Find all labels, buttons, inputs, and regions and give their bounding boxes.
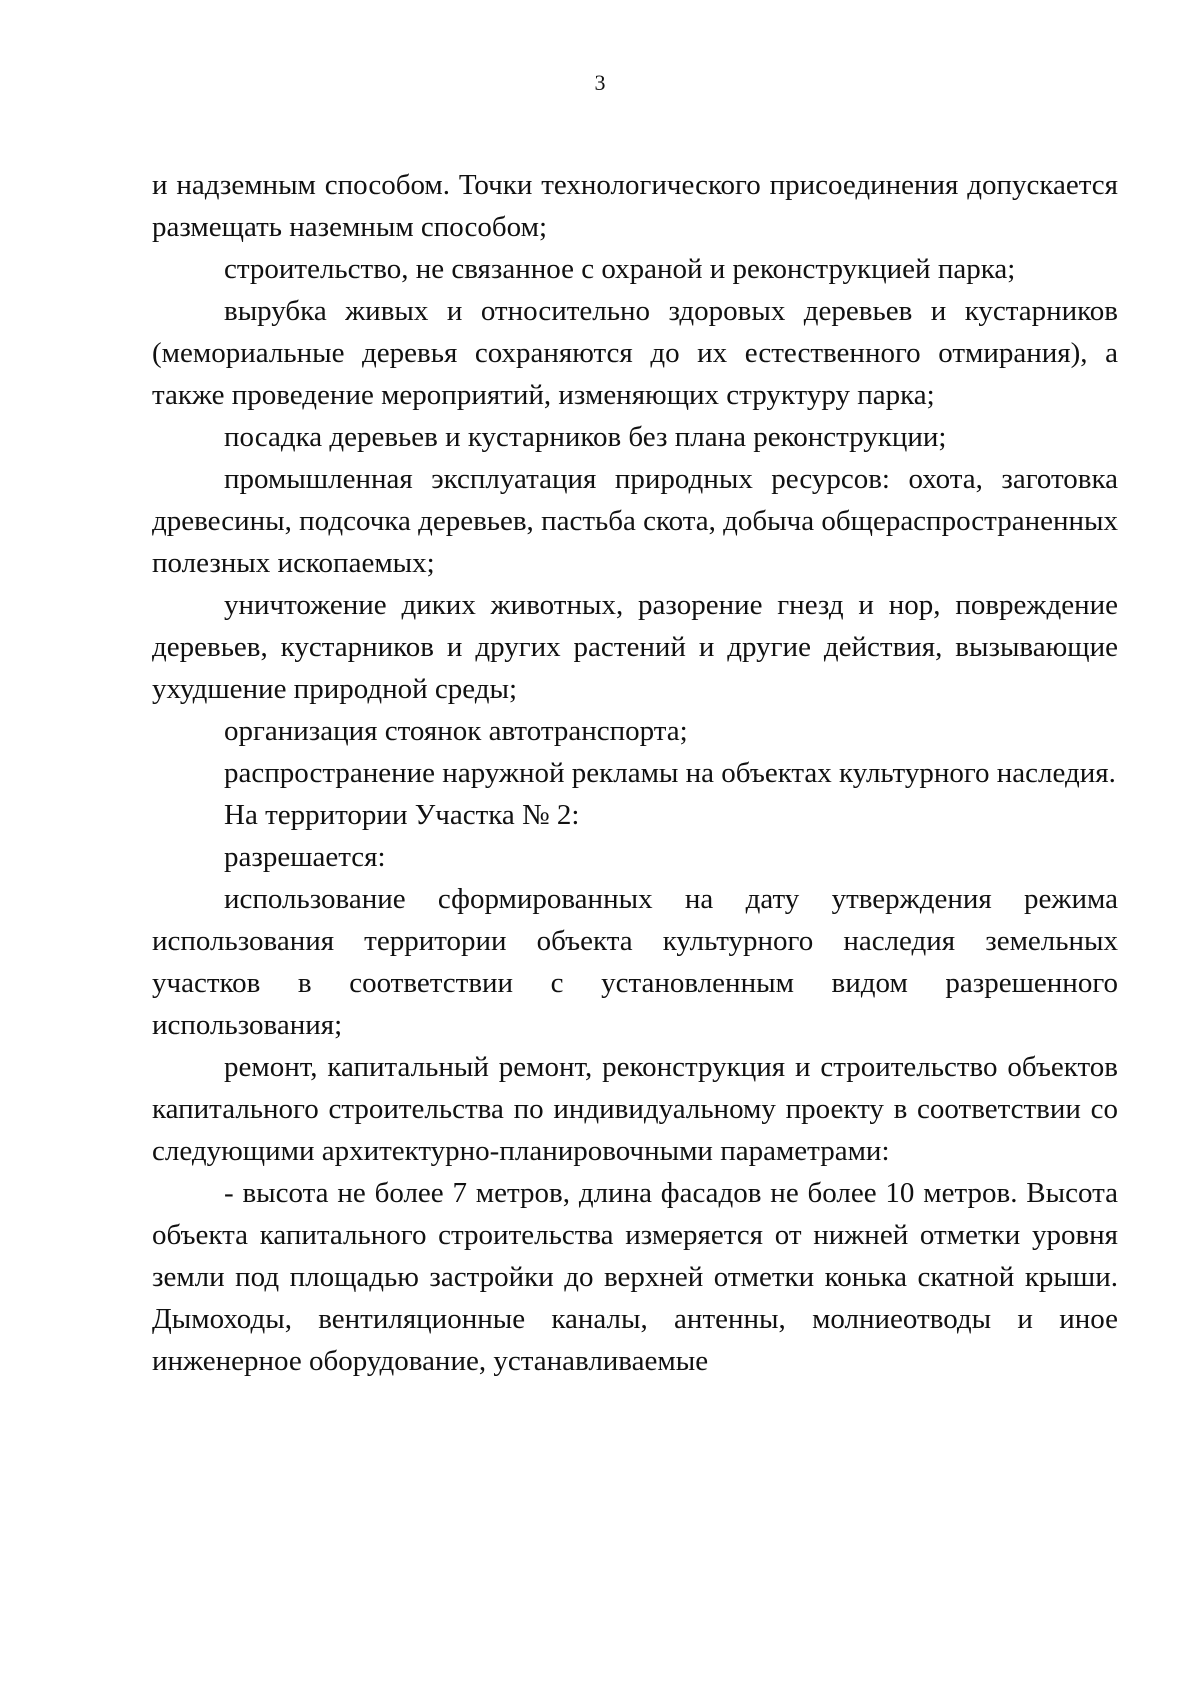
section-heading: На территории Участка № 2: <box>224 799 580 831</box>
document-body <box>152 164 1118 1382</box>
page-number: 3 <box>594 70 606 95</box>
paragraph: - высота не более 7 метров, длина фасадов не более 10 метров. Высота объекта капитального строительства измеряется от нижней отметки уровня земли под площадью застройки до верхней отметки конька скатной крыши. Дымоходы, вентиляционные каналы, антенны, молниеотводы и иное инженерное оборудование, устанавливаемые <box>152 1177 1118 1377</box>
paragraph: и надземным способом. Точки технологического присоединения допускается размещать наземным способом; <box>152 169 1118 243</box>
paragraph: организация стоянок автотранспорта; <box>224 715 688 747</box>
paragraph: распространение наружной рекламы на объектах культурного наследия. <box>224 757 1116 789</box>
paragraph: ремонт, капитальный ремонт, реконструкция и строительство объектов капитального строительства по индивидуальному проекту в соответствии со следующими архитектурно-планировочными параметрами: <box>152 1051 1118 1167</box>
paragraph: использование сформированных на дату утверждения режима использования территории объекта культурного наследия земельных участков в соответствии с установленным видом разрешенного использования; <box>152 883 1118 1041</box>
paragraph: строительство, не связанное с охраной и реконструкцией парка; <box>224 253 1016 285</box>
paragraph: вырубка живых и относительно здоровых деревьев и кустарников (мемориальные деревья сохраняются до их естественного отмирания), а также проведение мероприятий, изменяющих структуру парка; <box>152 295 1118 411</box>
paragraph: уничтожение диких животных, разорение гнезд и нор, повреждение деревьев, кустарников и других растений и другие действия, вызывающие ухудшение природной среды; <box>152 589 1118 705</box>
paragraph: посадка деревьев и кустарников без плана реконструкции; <box>224 421 947 453</box>
paragraph: промышленная эксплуатация природных ресурсов: охота, заготовка древесины, подсочка деревьев, пастьба скота, добыча общераспространенных полезных ископаемых; <box>152 463 1118 579</box>
paragraph: разрешается: <box>224 841 386 873</box>
